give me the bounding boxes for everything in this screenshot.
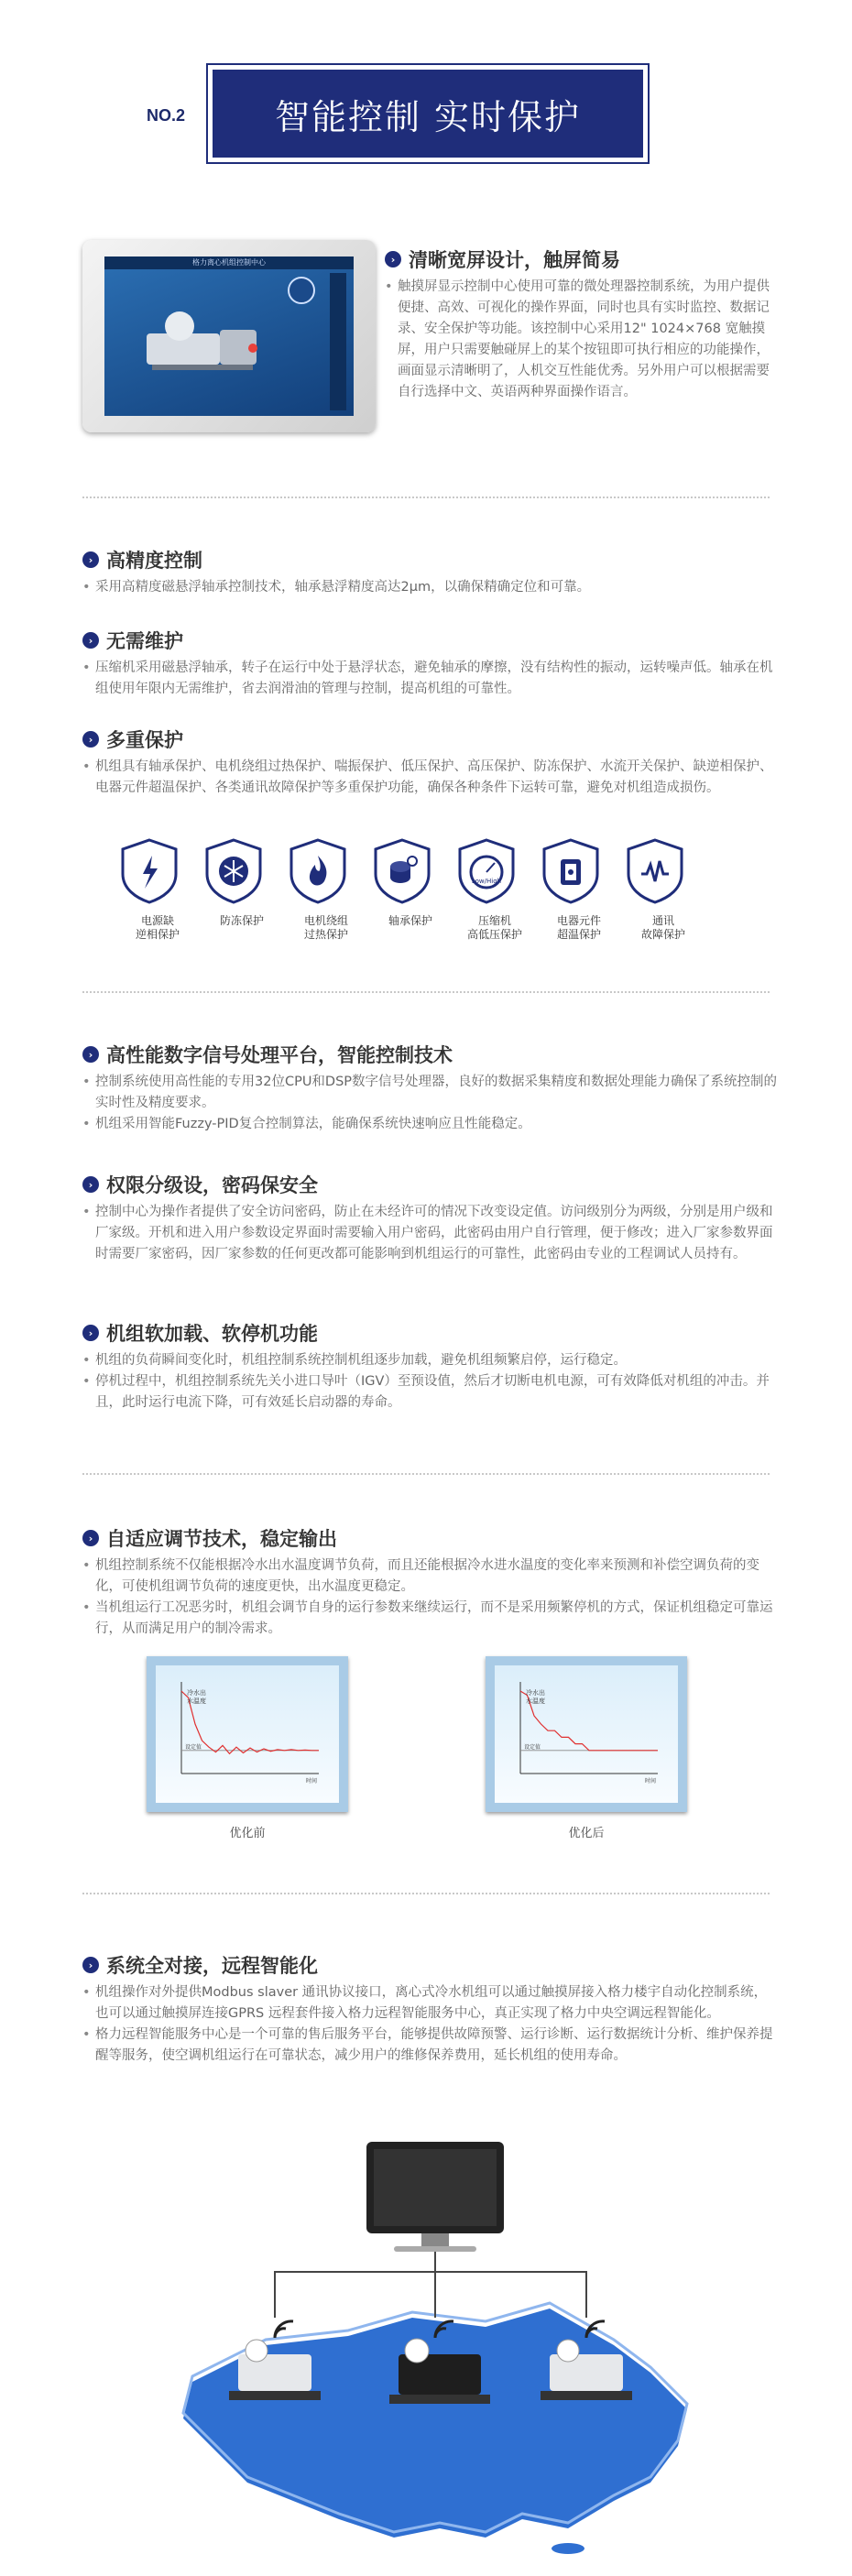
protection-label-line: 轴承保护 bbox=[388, 914, 432, 927]
signal-icon bbox=[625, 837, 685, 905]
protection-badge bbox=[119, 837, 196, 942]
tablet-side-toolbar bbox=[330, 273, 346, 410]
chevron-right-icon: › bbox=[82, 731, 99, 748]
section-heading-protection bbox=[82, 726, 183, 753]
divider bbox=[82, 1473, 770, 1475]
protection-label-line: 过热保护 bbox=[303, 928, 348, 941]
connection-line bbox=[275, 2252, 435, 2318]
section-paragraph bbox=[82, 1072, 779, 1135]
paragraph-text: • 控制系统使用高性能的专用32位CPU和DSP数字信号处理器，良好的数据采集精度和数据处理能力确保了系统控制的实时性及精度要求。 bbox=[82, 1072, 779, 1114]
chevron-right-icon: › bbox=[82, 1957, 99, 1973]
svg-text:Low/High: Low/High bbox=[471, 878, 502, 885]
protection-label-line: 压缩机 bbox=[477, 914, 511, 927]
section-heading-soft-load bbox=[82, 1319, 318, 1347]
paragraph-text: • 机组的负荷瞬间变化时，机组控制系统控制机组逐步加载，避免机组频繁启停，运行稳定。 bbox=[82, 1350, 779, 1371]
section-paragraph bbox=[82, 757, 779, 799]
paragraph-text: • 机组采用智能Fuzzy-PID复合控制算法，能确保系统快速响应且性能稳定。 bbox=[82, 1114, 779, 1135]
protection-badge bbox=[541, 837, 617, 942]
chevron-right-icon: › bbox=[385, 251, 401, 267]
wifi-icon bbox=[275, 2321, 293, 2338]
protection-label bbox=[119, 914, 196, 942]
snowflake-icon bbox=[203, 837, 264, 905]
thermometer-icon bbox=[541, 837, 601, 905]
section-heading-adaptive bbox=[82, 1524, 337, 1552]
section-paragraph bbox=[82, 1202, 779, 1265]
setpoint-label: 设定值 bbox=[185, 1743, 202, 1751]
y-axis-label: 水温度 bbox=[526, 1697, 545, 1705]
section-paragraph bbox=[82, 1555, 779, 1640]
protection-badge bbox=[372, 837, 449, 928]
protection-badge bbox=[625, 837, 702, 942]
paragraph-text: • 压缩机采用磁悬浮轴承，转子在运行中处于悬浮状态，避免轴承的摩擦，没有结构性的振动，运转噪声低。轴承在机组使用年限内无需维护，省去润滑油的管理与控制，提高机组的可靠性。 bbox=[82, 658, 779, 700]
protection-label-line: 电机绕组 bbox=[303, 914, 348, 927]
setpoint-label: 设定值 bbox=[524, 1743, 541, 1751]
section-paragraph bbox=[385, 277, 779, 403]
section-heading-widescreen bbox=[385, 246, 620, 273]
section-heading-remote bbox=[82, 1951, 318, 1979]
paragraph-text: • 控制中心为操作者提供了安全访问密码，防止在未经许可的情况下改变设定值。访问级别分为两级，分别是用户级和厂家级。开机和进入用户参数设定界面时需要输入用户密码，此密码由用户自行管理，便于修改；进入厂家参数界面时需要厂家密码，因厂家参数的任何更改都可能影响到机组运行的可靠性，此密码由专业的工程调试人员持有。 bbox=[82, 1202, 779, 1265]
protection-label bbox=[625, 914, 702, 942]
divider bbox=[82, 1893, 770, 1894]
divider bbox=[82, 991, 770, 993]
section-heading-text: 无需维护 bbox=[106, 630, 183, 652]
protection-badge bbox=[288, 837, 365, 942]
chevron-right-icon: › bbox=[82, 1176, 99, 1193]
section-heading-precision bbox=[82, 546, 202, 573]
protection-label bbox=[203, 914, 280, 928]
protection-label-line: 逆相保护 bbox=[135, 928, 180, 941]
pressure-gauge-icon bbox=[456, 837, 517, 905]
paragraph-text: • 采用高精度磁悬浮轴承控制技术，轴承悬浮精度高达2μm，以确保精确定位和可靠。 bbox=[82, 577, 779, 598]
protection-label bbox=[372, 914, 449, 928]
paragraph-text: • 当机组运行工况恶劣时，机组会调节自身的运行参数来继续运行，而不是采用频繁停机的方式，保证机组稳定可靠运行，从而满足用户的制冷需求。 bbox=[82, 1598, 779, 1640]
divider bbox=[82, 497, 770, 498]
bearing-icon bbox=[372, 837, 432, 905]
paragraph-text: • 格力远程智能服务中心是一个可靠的售后服务平台，能够提供故障预警、运行诊断、运行数据统计分析、维护保养提醒等服务，使空调机组运行在可靠状态，减少用户的维修保养费用，延长机组的使用寿命。 bbox=[82, 2025, 779, 2067]
protection-label bbox=[288, 914, 365, 942]
protection-label-line: 防冻保护 bbox=[219, 914, 264, 927]
lightning-icon bbox=[119, 837, 180, 905]
paragraph-text: • 机组操作对外提供Modbus slaver 通讯协议接口，离心式冷水机组可以通过触摸屏接入格力楼宇自动化控制系统，也可以通过触摸屏连接GPRS 远程套件接入格力远程智能服务中心，真正实现了格力中央空调远程智能化。 bbox=[82, 1982, 779, 2025]
touchscreen-tablet-image bbox=[82, 240, 376, 432]
chevron-right-icon: › bbox=[82, 1325, 99, 1341]
section-number-label: NO.2 bbox=[147, 106, 186, 125]
protection-label-line: 电器元件 bbox=[556, 914, 601, 927]
island-shape bbox=[552, 2543, 584, 2554]
chevron-right-icon: › bbox=[82, 1530, 99, 1546]
protection-label-line: 通讯 bbox=[651, 914, 674, 927]
chart-before-frame bbox=[147, 1656, 348, 1812]
section-heading-password bbox=[82, 1171, 318, 1198]
paragraph-text: • 触摸屏显示控制中心使用可靠的微处理器控制系统，为用户提供便捷、高效、可视化的操作界面，同时也具有实时监控、数据记录、安全保护等功能。该控制中心采用12" 1024×768 宽触摸屏，用户只需要触碰屏上的某个按钮即可执行相应的功能操作，画面显示清晰明了，人机交互性能优秀。另外用户可以根据需要自行选择中文、英语两种界面操作语言。 bbox=[385, 277, 779, 403]
protection-label-line: 电源缺 bbox=[140, 914, 174, 927]
protection-badge bbox=[456, 837, 533, 942]
monitor-icon bbox=[366, 2142, 504, 2252]
y-axis-label: 冷水出 bbox=[526, 1689, 545, 1697]
section-heading-text: 系统全对接，远程智能化 bbox=[106, 1955, 318, 1977]
section-paragraph bbox=[82, 658, 779, 700]
paragraph-text: • 机组控制系统不仅能根据冷水出水温度调节负荷，而且还能根据冷水进水温度的变化率来预测和补偿空调负荷的变化，可使机组调节负荷的速度更快，出水温度更稳定。 bbox=[82, 1555, 779, 1598]
protection-badge bbox=[203, 837, 280, 928]
chiller-machine-icon bbox=[143, 306, 280, 374]
section-heading-text: 高性能数字信号处理平台，智能控制技术 bbox=[106, 1044, 453, 1066]
snowflake-mode-icon bbox=[288, 277, 315, 304]
protection-label-line: 故障保护 bbox=[640, 928, 685, 941]
y-axis-label: 水温度 bbox=[187, 1697, 206, 1705]
paragraph-text: • 停机过程中，机组控制系统先关小进口导叶（IGV）至预设值，然后才切断电机电源，可有效降低对机组的冲击。并且，此时运行电流下降，可有效延长启动器的寿命。 bbox=[82, 1371, 779, 1414]
protection-label-line: 超温保护 bbox=[556, 928, 601, 941]
chevron-right-icon: › bbox=[82, 1046, 99, 1063]
section-heading-text: 自适应调节技术，稳定输出 bbox=[106, 1528, 337, 1550]
tablet-screen bbox=[104, 257, 354, 416]
protection-label-line: 高低压保护 bbox=[466, 928, 522, 941]
x-axis-label: 时间 bbox=[306, 1778, 318, 1785]
section-heading-dsp bbox=[82, 1041, 453, 1068]
page-title: 智能控制 实时保护 bbox=[213, 70, 643, 158]
section-paragraph bbox=[82, 1982, 779, 2067]
chart-after-caption: 优化后 bbox=[568, 1827, 605, 1840]
section-paragraph bbox=[82, 1350, 779, 1414]
chevron-right-icon: › bbox=[82, 551, 99, 568]
section-paragraph bbox=[82, 577, 779, 598]
y-axis-label: 冷水出 bbox=[187, 1689, 206, 1697]
chart-after bbox=[495, 1665, 678, 1803]
remote-network-illustration bbox=[137, 2134, 724, 2565]
section-heading-text: 机组软加载、软停机功能 bbox=[106, 1323, 318, 1345]
tablet-screen-title: 格力离心机组控制中心 bbox=[104, 257, 354, 269]
chart-before bbox=[156, 1665, 339, 1803]
protection-label bbox=[541, 914, 617, 942]
chart-after-frame bbox=[486, 1656, 687, 1812]
protection-label bbox=[456, 914, 533, 942]
chart-before-caption: 优化前 bbox=[229, 1827, 266, 1840]
paragraph-text: • 机组具有轴承保护、电机绕组过热保护、喘振保护、低压保护、高压保护、防冻保护、水流开关保护、缺逆相保护、电器元件超温保护、各类通讯故障保护等多重保护功能，确保各种条件下运转可靠，避免对机组造成损伤。 bbox=[82, 757, 779, 799]
section-heading-text: 多重保护 bbox=[106, 729, 183, 751]
section-heading-text: 权限分级设，密码保安全 bbox=[106, 1174, 318, 1196]
x-axis-label: 时间 bbox=[645, 1778, 657, 1785]
flame-icon bbox=[288, 837, 348, 905]
section-heading-text: 清晰宽屏设计，触屏简易 bbox=[409, 249, 620, 271]
section-heading-text: 高精度控制 bbox=[106, 550, 202, 572]
section-heading-maintenance bbox=[82, 627, 183, 654]
chevron-right-icon: › bbox=[82, 632, 99, 649]
